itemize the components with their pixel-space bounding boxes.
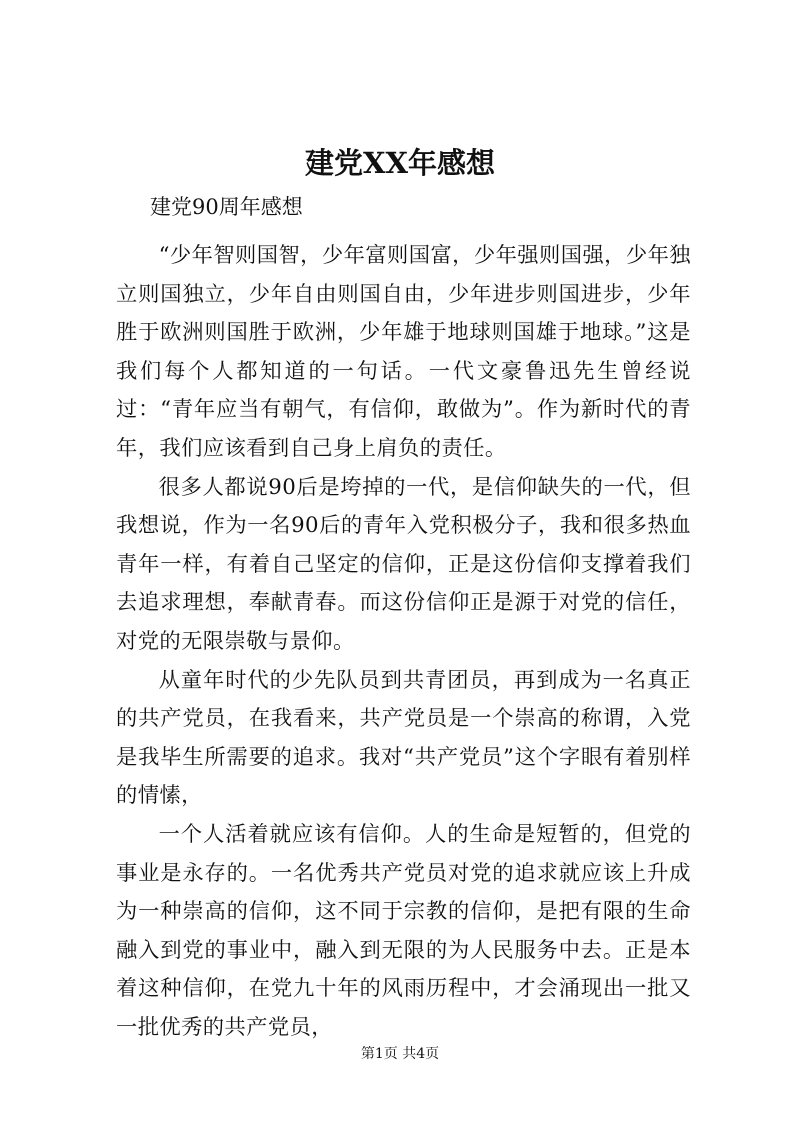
paragraph-3: 从童年时代的少先队员到共青团员，再到成为一名真正的共产党员，在我看来，共产党员是一个崇高的称谓，入党是我毕生所需要的追求。我对“共产党员”这个字眼有着别样的情愫， [116, 667, 691, 809]
document-body [116, 237, 691, 1047]
paragraph-2: 很多人都说90后是垮掉的一代，是信仰缺失的一代，但我想说，作为一名90后的青年入党积极分子，我和很多热血青年一样，有着自己坚定的信仰，正是这份信仰支撑着我们去追求理想，奉献青春。而这份信仰正是源于对党的信任，对党的无限崇敬与景仰。 [116, 474, 691, 654]
document-title: 建党XX年感想 [304, 146, 495, 180]
page-number-footer: 第1页 共4页 [360, 1046, 440, 1062]
paragraph-1: “少年智则国智，少年富则国富，少年强则国强，少年独立则国独立，少年自由则国自由，少年进步则国进步，少年胜于欧洲则国胜于欧洲，少年雄于地球则国雄于地球。”这是我们每个人都知道的一句话。一代文豪鲁迅先生曾经说过：“青年应当有朝气，有信仰，敢做为”。作为新时代的青年，我们应该看到自己身上肩负的责任。 [116, 243, 691, 461]
paragraph-4: 一个人活着就应该有信仰。人的生命是短暂的，但党的事业是永存的。一名优秀共产党员对党的追求就应该上升成为一种崇高的信仰，这不同于宗教的信仰，是把有限的生命融入到党的事业中，融入到无限的为人民服务中去。正是本着这种信仰，在党九十年的风雨历程中，才会涌现出一批又一批优秀的共产党员， [116, 821, 691, 1040]
document-subtitle: 建党90周年感想 [150, 195, 303, 219]
